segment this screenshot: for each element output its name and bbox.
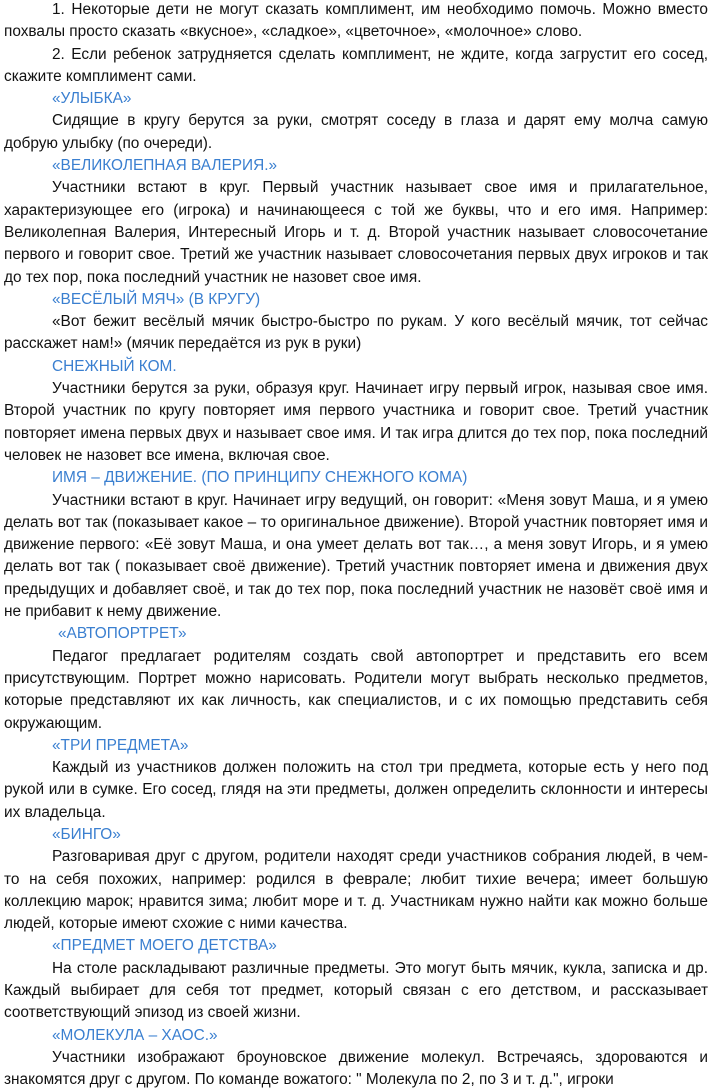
section-heading: «ПРЕДМЕТ МОЕГО ДЕТСТВА» — [52, 937, 277, 955]
paragraph: «Вот бежит весёлый мячик быстро-быстро по рукам. У кого весёлый мячик, тот сейчас расскажет нам!» (мячик передаётся из рук в руки) — [4, 313, 708, 353]
section-heading: СНЕЖНЫЙ КОМ. — [52, 357, 177, 375]
paragraph: Участники изображают броуновское движение молекул. Встречаясь, здороваются и знакомятся друг с другом. По команде вожатого: " Молекула по 2, по 3 и т. д.", игроки — [4, 1048, 708, 1089]
section-heading: «УЛЫБКА» — [52, 90, 132, 108]
paragraph: 1. Некоторые дети не могут сказать комплимент, им необходимо помочь. Можно вместо похвалы просто сказать «вкусное», «сладкое», «цветочное», «молочное» слово. — [4, 1, 708, 41]
paragraph: Каждый из участников должен положить на стол три предмета, которые есть у него под рукой или в сумке. Его сосед, глядя на эти предметы, должен определить склонности и интересы их владельца. — [4, 759, 708, 821]
section-heading: «ТРИ ПРЕДМЕТА» — [52, 736, 189, 754]
paragraph: Сидящие в кругу берутся за руки, смотрят соседу в глаза и дарят ему молча самую добрую улыбку (по очереди). — [4, 112, 708, 152]
section-heading: «МОЛЕКУЛА – ХАОС.» — [52, 1026, 218, 1044]
section-heading: «ВЕЛИКОЛЕПНАЯ ВАЛЕРИЯ.» — [52, 157, 278, 175]
section-heading: ИМЯ – ДВИЖЕНИЕ. (ПО ПРИНЦИПУ СНЕЖНОГО КОМА) — [52, 469, 468, 487]
paragraph: Педагог предлагает родителям создать свой автопортрет и представить его всем присутствующим. Портрет можно нарисовать. Родители могут выбрать несколько предметов, которые представляют их как личность, как специалистов, и с их помощью представить себя окружающим. — [4, 647, 708, 732]
paragraph: 2. Если ребенок затрудняется сделать комплимент, не ждите, когда загрустит его сосед, скажите комплимент сами. — [4, 45, 708, 85]
paragraph: Участники встают в круг. Начинает игру ведущий, он говорит: «Меня зовут Маша, и я умею делать вот так (показывает какое – то оригинальное движение). Второй участник повторяет имя и движение первого: «Её зовут Маша, и она умеет делать вот так…, а меня зовут Игорь, и я умею делать вот так ( показывает своё движение). Третий участник повторяет имена и движения двух предыдущих и добавляет своё, и так до тех пор, пока последний участник не назовёт своё имя и не прибавит к нему движение. — [4, 491, 708, 621]
section-heading: «АВТОПОРТРЕТ» — [58, 625, 187, 643]
paragraph: Участники берутся за руки, образуя круг. Начинает игру первый игрок, называя свое имя. Второй участник по кругу повторяет имя первого участника и говорит свое. Третий участник повторяет имена первых двух и называет свое имя. И так игра длится до тех пор, пока последний человек не назовет все имена, включая свое. — [4, 380, 708, 464]
paragraph: Участники встают в круг. Первый участник называет свое имя и прилагательное, характеризующее его (игрока) и начинающееся с той же буквы, что и его имя. Например: Великолепная Валерия, Интересный Игорь и т. д. Второй участник называет словосочетание первого и говорит свое. Третий же участник называет словосочетания первых двух игроков и так до тех пор, пока последний участник не назовет свое имя. — [4, 179, 708, 286]
section-heading: «ВЕСЁЛЫЙ МЯЧ» (В КРУГУ) — [52, 290, 261, 308]
paragraph: На столе раскладывают различные предметы. Это могут быть мячик, кукла, записка и др. Каждый выбирает для себя тот предмет, который связан с его детством, и рассказывает соответствующий эпизод из своей жизни. — [4, 959, 708, 1022]
paragraph: Разговаривая друг с другом, родители находят среди участников собрания людей, в чем-то на себя похожих, например: родился в феврале; любит тихие вечера; имеет большую коллекцию марок; нравится зима; любит море и т. д. Участникам нужно найти как можно больше людей, которые имеют схожие с ними качества. — [4, 848, 708, 933]
section-heading: «БИНГО» — [52, 825, 121, 843]
